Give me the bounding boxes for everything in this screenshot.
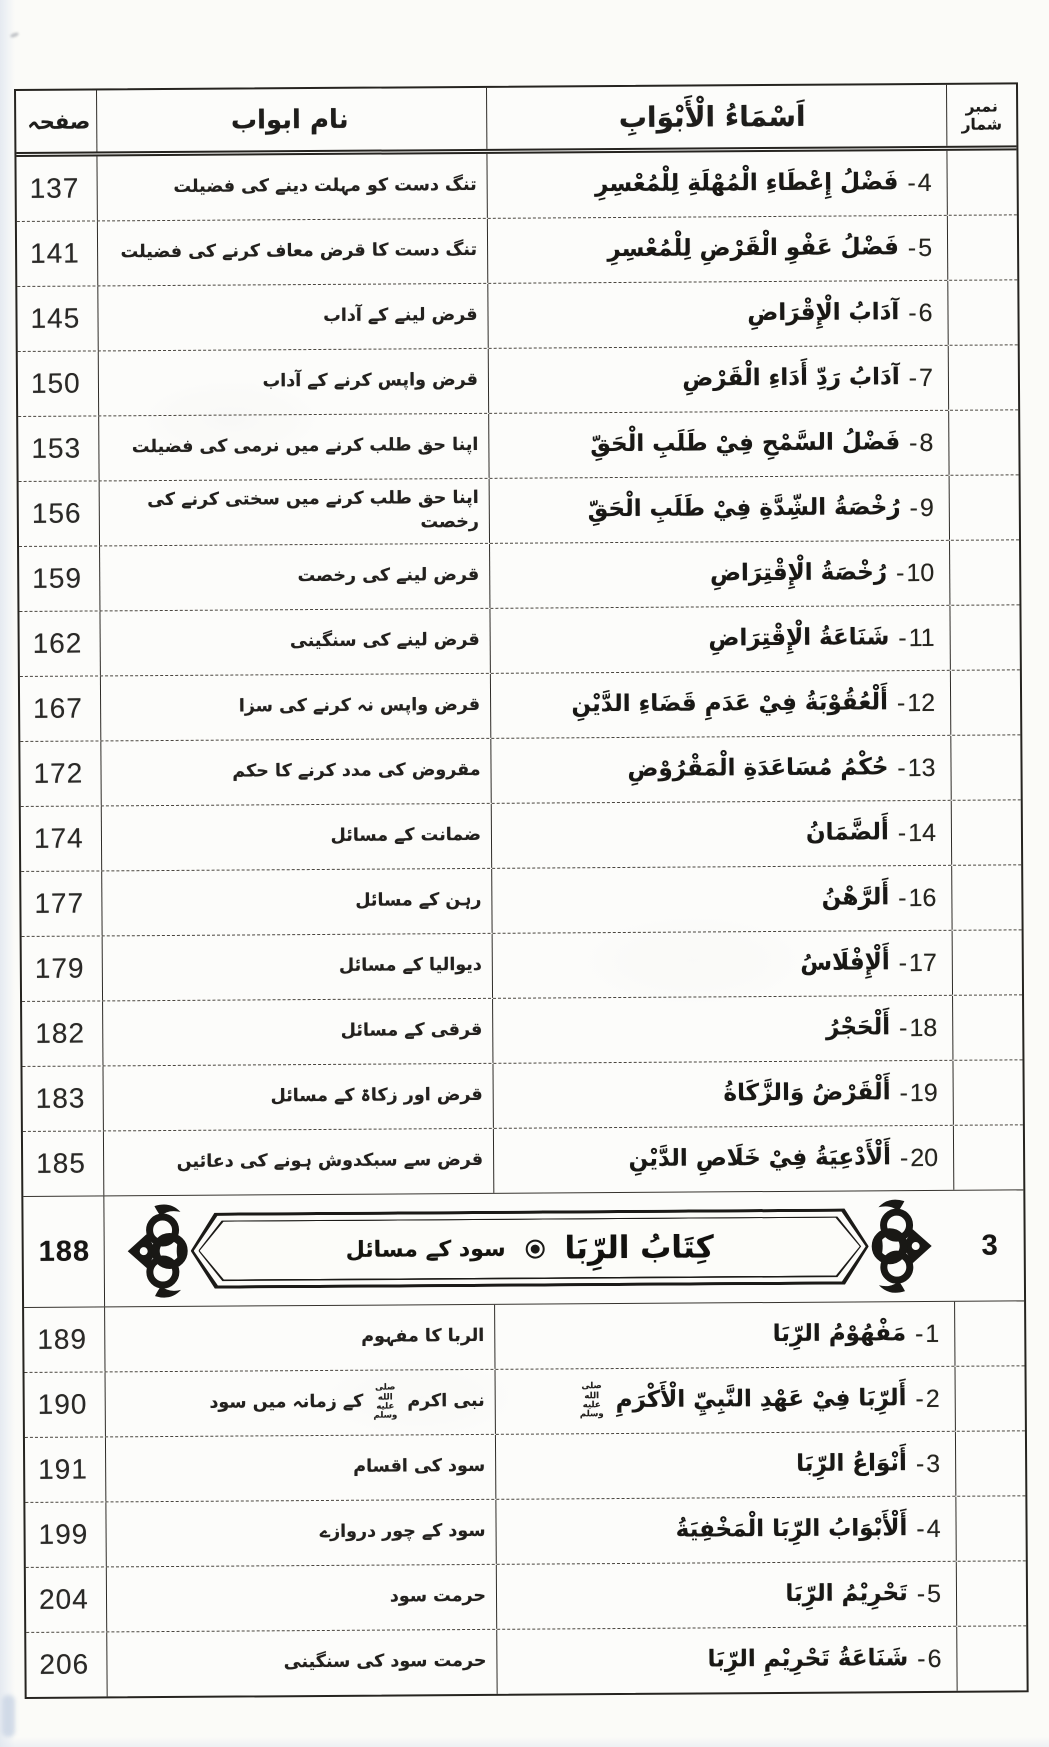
- page-column-header: [16, 90, 97, 152]
- chapter-number: - 18: [899, 1013, 937, 1042]
- serial-cell: [952, 800, 1021, 864]
- urdu-chapter-name-cell: [102, 869, 492, 936]
- chapter-number: - 16: [898, 883, 936, 912]
- arabic-chapter-name: أَلرِّبَا فِيْ عَهْدِ النَّبِيِّ الْأَكْرَمِ: [615, 1385, 907, 1414]
- page-number-cell: [20, 741, 101, 806]
- page-number-cell: [17, 221, 98, 286]
- arabic-chapter-name-cell: [492, 801, 952, 868]
- arabic-chapter-name-cell: [493, 1061, 953, 1128]
- arabic-chapter-name: شَنَاعَةُ الْإِقْتِرَاضِ: [708, 624, 890, 652]
- urdu-chapter-name-cell: [103, 999, 493, 1066]
- urdu-chapter-name: سود کے چور دروازے: [319, 1521, 486, 1543]
- page-number: 167: [33, 692, 83, 724]
- urdu-chapter-name: مقروض کی مدد کرنے کا حکم: [232, 760, 481, 782]
- serial-column-label: نمبر شمار: [961, 96, 1003, 134]
- urdu-chapter-name-cell: [106, 1435, 496, 1502]
- arabic-chapter-name-cell: [493, 931, 953, 998]
- banner-frame: [190, 1208, 868, 1288]
- page-number-cell: [26, 1632, 107, 1697]
- urdu-chapter-name: تنگ دست کا قرض معاف کرنے کی فضیلت: [120, 240, 478, 263]
- toc-row: [24, 1301, 1024, 1373]
- page-number: 190: [37, 1388, 88, 1420]
- toc-row: [26, 1561, 1026, 1633]
- serial-cell: [952, 865, 1021, 929]
- page-number: 199: [38, 1518, 89, 1550]
- chapter-number: - 8: [909, 428, 933, 457]
- serial-cell: [947, 150, 1016, 214]
- chapter-number: - 4: [916, 1514, 940, 1543]
- urdu-chapter-name: تنگ دست کو مہلت دینے کی فضیلت: [173, 175, 477, 198]
- page-number-cell: [25, 1502, 106, 1567]
- arabic-chapter-name: فَضْلُ عَفْوِ الْقَرْضِ لِلْمُعْسِرِ: [607, 234, 899, 263]
- arabic-chapter-name: رُخْصَةُ الْإِقْتِرَاضِ: [709, 559, 888, 587]
- urdu-chapter-name: الربا کا مفہوم: [361, 1326, 485, 1347]
- serial-column-header: [947, 84, 1016, 145]
- page-number-cell: [26, 1567, 107, 1632]
- urdu-chapter-name: قرض اور زکاۃ کے مسائل: [270, 1085, 483, 1107]
- page-number-cell: [21, 806, 102, 871]
- urdu-chapter-name: اپنا حق طلب کرنے میں نرمی کی فضیلت: [131, 435, 479, 458]
- toc-row: [20, 670, 1020, 742]
- arabic-chapter-name: أَلرَّهْنُ: [821, 884, 890, 912]
- urdu-chapter-name-cell: [107, 1630, 497, 1697]
- urdu-chapter-name-cell: [105, 1305, 495, 1372]
- salawat-symbol: صلى الله عليه وسلم: [579, 1381, 604, 1420]
- banner-arabic-title: كِتَابُ الرِّبَا: [564, 1229, 714, 1267]
- chapter-number: - 3: [916, 1449, 940, 1478]
- arabic-chapter-name-cell: [495, 1302, 955, 1369]
- arabic-chapter-name: فَضْلُ إِعْطَاءِ الْمُهْلَةِ لِلْمُعْسِرِ: [595, 169, 899, 198]
- urdu-chapter-name: قرض سے سبکدوش ہونے کی دعائیں: [176, 1150, 484, 1173]
- arabic-chapter-name-cell: [489, 411, 949, 478]
- page-number: 204: [38, 1583, 89, 1615]
- arabic-column-header: [487, 85, 947, 149]
- arabic-chapter-name: تَحْرِيْمُ الرِّبَا: [785, 1580, 908, 1608]
- arabic-chapter-name-cell: [492, 866, 952, 933]
- chapter-number: - 20: [900, 1143, 938, 1172]
- serial-cell: [953, 995, 1022, 1059]
- urdu-chapter-name-cell: [106, 1500, 496, 1567]
- arabic-chapter-name-cell: [491, 671, 951, 738]
- arabic-chapter-name-cell: [493, 996, 953, 1063]
- urdu-chapter-name: قرض لینے کے آداب: [323, 305, 478, 327]
- page-number-cell: [25, 1437, 106, 1502]
- toc-row: [17, 280, 1017, 352]
- page-number-cell: [25, 1372, 106, 1437]
- toc-row: [21, 800, 1021, 872]
- serial-cell: [953, 1060, 1022, 1124]
- page-number: 153: [31, 432, 82, 464]
- page-number-cell: [16, 156, 97, 221]
- arabic-chapter-name-cell: [488, 216, 948, 283]
- serial-cell: [948, 280, 1017, 344]
- toc-row: [18, 345, 1018, 417]
- serial-cell: [956, 1431, 1025, 1495]
- page-number: 206: [39, 1648, 90, 1680]
- arabic-chapter-name-cell: [491, 736, 951, 803]
- section2-rows: [16, 150, 1023, 1196]
- arabic-chapter-name: آدَابُ رَدِّ أَدَاءِ الْقَرْضِ: [682, 364, 900, 393]
- urdu-chapter-name-cell: [106, 1370, 496, 1437]
- toc-row: [25, 1496, 1025, 1568]
- arabic-chapter-name: أَلضَّمَانُ: [805, 819, 889, 847]
- serial-cell: [950, 540, 1019, 604]
- chapter-number: - 13: [897, 753, 935, 782]
- chapter-number: - 6: [917, 1644, 941, 1673]
- urdu-chapter-name: قرض واپس کرنے کے آداب: [262, 370, 479, 392]
- urdu-chapter-name-cell: [97, 154, 487, 221]
- toc-row: [17, 215, 1017, 287]
- urdu-chapter-name: دیوالیا کے مسائل: [338, 955, 482, 977]
- page-number-cell: [17, 286, 98, 351]
- page-number-cell: [22, 1066, 103, 1131]
- urdu-chapter-name: قرض واپس نہ کرنے کی سزا: [238, 695, 481, 717]
- toc-row: [25, 1366, 1025, 1438]
- toc-row: [22, 995, 1022, 1067]
- page-number-cell: [22, 1001, 103, 1066]
- arabic-chapter-name-cell: [487, 151, 947, 218]
- urdu-column-header: [97, 88, 487, 152]
- urdu-chapter-name-cell: [102, 804, 492, 871]
- serial-cell: [949, 345, 1018, 409]
- toc-row: [18, 410, 1018, 482]
- toc-row: [20, 735, 1020, 807]
- serial-cell: [948, 215, 1017, 279]
- chapter-number: - 17: [899, 948, 937, 977]
- urdu-chapter-name: حرمت سود کی سنگینی: [283, 1651, 487, 1673]
- arabic-column-label: اَسْمَاءُ الْأَبْوَابِ: [618, 99, 806, 134]
- arabic-chapter-name: حُكْمُ مُسَاعَدَةِ الْمَقْرُوْضِ: [627, 754, 889, 783]
- chapter-number: - 12: [897, 688, 935, 717]
- chapter-number: - 5: [908, 233, 932, 262]
- arabic-chapter-name-cell: [494, 1126, 954, 1193]
- toc-table: [14, 82, 1029, 1699]
- page-number: 145: [30, 302, 81, 334]
- urdu-chapter-name: نبی اکرم: [407, 1391, 485, 1412]
- toc-row: [19, 475, 1019, 547]
- page-number-cell: [23, 1196, 105, 1307]
- arabic-chapter-name: أَلْقَرْضُ وَالزَّكَاةُ: [723, 1079, 891, 1107]
- page-number-cell: [24, 1307, 105, 1372]
- arabic-chapter-name: مَفْهُوْمُ الرِّبَا: [772, 1320, 907, 1348]
- chapter-number: - 5: [917, 1579, 941, 1608]
- urdu-chapter-name-cell: [101, 674, 491, 741]
- serial-cell: [951, 670, 1020, 734]
- toc-row: [22, 930, 1022, 1002]
- urdu-chapter-name: قرقی کے مسائل: [340, 1020, 483, 1042]
- urdu-chapter-name-cell: [103, 934, 493, 1001]
- scan-smudge-bottom-left: [2, 1695, 15, 1737]
- urdu-chapter-name-cell: [98, 219, 488, 286]
- arabic-chapter-name: أَنْوَاعُ الرِّبَا: [796, 1450, 907, 1478]
- serial-cell: [949, 410, 1018, 474]
- toc-row: [16, 150, 1016, 222]
- page-number: 159: [32, 562, 83, 594]
- urdu-chapter-name: حرمت سود: [389, 1586, 487, 1607]
- serial-cell: [956, 1496, 1025, 1560]
- salawat-symbol: صلى الله عليه وسلم: [373, 1382, 398, 1421]
- urdu-chapter-name: اپنا حق طلب کرنے میں سختی کرنے کی رخصت: [147, 488, 479, 533]
- urdu-chapter-name-cell: [104, 1129, 494, 1196]
- serial-cell: [955, 1366, 1024, 1430]
- page-number-cell: [19, 546, 100, 611]
- toc-row: [21, 865, 1021, 937]
- page-number-cell: [19, 611, 100, 676]
- urdu-chapter-name: قرض لینے کی رخصت: [297, 565, 480, 587]
- chapter-number: - 1: [915, 1319, 939, 1348]
- page-number: 177: [34, 887, 85, 919]
- page-number: 183: [35, 1082, 86, 1114]
- toc-row: [22, 1060, 1022, 1132]
- serial-cell: [950, 475, 1019, 539]
- chapter-number: - 4: [907, 168, 931, 197]
- serial-cell: [950, 605, 1019, 669]
- arabic-chapter-name-cell: [497, 1627, 957, 1694]
- urdu-chapter-name: سود کی اقسام: [353, 1456, 486, 1477]
- urdu-chapter-name: رہن کے مسائل: [355, 890, 482, 911]
- section-banner-row: [23, 1189, 1024, 1308]
- urdu-chapter-name-cell: [107, 1565, 497, 1632]
- page-number: 188: [38, 1235, 91, 1268]
- urdu-chapter-name: قرض لینے کی سنگینی: [289, 630, 480, 652]
- toc-row: [26, 1626, 1026, 1697]
- arabic-chapter-name-cell: [490, 541, 950, 608]
- serial-cell: [953, 930, 1022, 994]
- ornament-knot-icon: [126, 1203, 189, 1299]
- page-number: 191: [38, 1453, 88, 1485]
- page-number: 189: [37, 1323, 88, 1355]
- page-column-label: صفحہ: [27, 108, 91, 134]
- page-number: 162: [32, 627, 83, 659]
- section-banner: [104, 1191, 955, 1307]
- urdu-chapter-name-cell: [100, 609, 490, 676]
- arabic-chapter-name: أَلْحَجْرُ: [826, 1014, 891, 1042]
- section-banner-cell: [104, 1191, 955, 1307]
- arabic-chapter-name-cell: [488, 281, 948, 348]
- toc-header-row: [16, 84, 1016, 157]
- urdu-chapter-name-continued: کے زمانہ میں سود: [209, 1391, 364, 1413]
- page-number-cell: [21, 871, 102, 936]
- arabic-chapter-name-cell: [490, 476, 950, 543]
- scan-edge-left: [0, 0, 16, 1747]
- arabic-chapter-name-cell: [490, 606, 950, 673]
- page-number-cell: [23, 1131, 104, 1196]
- urdu-chapter-name-cell: [100, 544, 490, 611]
- banner-urdu-title: سود کے مسائل: [345, 1236, 506, 1263]
- urdu-chapter-name-cell: [100, 479, 490, 546]
- urdu-chapter-name-cell: [101, 739, 491, 806]
- page-number: 185: [36, 1147, 86, 1179]
- chapter-number: - 9: [909, 493, 933, 522]
- serial-cell: [957, 1561, 1026, 1625]
- ornament-knot-icon: [870, 1198, 933, 1294]
- arabic-chapter-name: آدَابُ الْإِقْرَاضِ: [747, 299, 900, 327]
- page-number-cell: [18, 416, 99, 481]
- urdu-chapter-name: ضمانت کے مسائل: [330, 825, 482, 847]
- arabic-chapter-name: أَلْأَبْوَابُ الرِّبَا الْمَخْفِيَةُ: [675, 1515, 908, 1544]
- arabic-chapter-name: أَلْإِفْلَاسُ: [800, 949, 890, 977]
- toc-row: [25, 1431, 1025, 1503]
- urdu-chapter-name-cell: [99, 414, 489, 481]
- page-number-cell: [20, 676, 101, 741]
- urdu-column-label: نام ابواب: [230, 104, 349, 136]
- arabic-chapter-name: أَلْأَدْعِيَةُ فِيْ خَلَاصِ الدَّيْنِ: [628, 1144, 892, 1173]
- toc-row: [19, 540, 1019, 612]
- serial-cell: [954, 1125, 1023, 1189]
- arabic-chapter-name-cell: [496, 1432, 956, 1499]
- page-number: 141: [29, 237, 80, 269]
- section-serial-number: 3: [981, 1228, 999, 1262]
- chapter-number: - 10: [896, 558, 934, 587]
- serial-cell: [951, 735, 1020, 799]
- chapter-number: - 6: [908, 298, 932, 327]
- arabic-chapter-name-cell: [489, 346, 949, 413]
- page-number: 182: [35, 1017, 86, 1049]
- chapter-number: - 11: [898, 623, 934, 652]
- arabic-chapter-name: فَضْلُ السَّمْحِ فِيْ طَلَبِ الْحَقِّ: [590, 429, 901, 458]
- urdu-chapter-name-cell: [99, 349, 489, 416]
- page-number: 179: [34, 952, 85, 984]
- page-number-cell: [19, 481, 100, 546]
- chapter-number: - 7: [909, 363, 933, 392]
- section3-rows: [24, 1301, 1027, 1697]
- page-number: 174: [33, 822, 84, 854]
- chapter-number: - 19: [899, 1078, 937, 1107]
- chapter-number: - 14: [898, 818, 936, 847]
- arabic-chapter-name: رُخْصَةُ الشِّدَّةِ فِيْ طَلَبِ الْحَقِّ: [587, 494, 901, 523]
- toc-row: [19, 605, 1019, 677]
- arabic-chapter-name-cell: [496, 1367, 956, 1434]
- page-number-cell: [18, 351, 99, 416]
- page-number: 150: [30, 367, 81, 399]
- urdu-chapter-name-cell: [98, 284, 488, 351]
- serial-cell: [957, 1626, 1026, 1690]
- scan-edge-bottom: [0, 1737, 1049, 1747]
- toc-row: [23, 1125, 1023, 1196]
- chapter-number: - 2: [915, 1384, 939, 1413]
- arabic-chapter-name-cell: [496, 1497, 956, 1564]
- page-number: 156: [31, 497, 82, 529]
- arabic-chapter-name: أَلْعُقُوْبَةُ فِيْ عَدَمِ قَضَاءِ الدَّيْنِ: [571, 689, 889, 718]
- page-number-cell: [22, 936, 103, 1001]
- page-number: 172: [33, 757, 84, 789]
- target-dot-bullet-icon: [526, 1239, 545, 1258]
- page-number: 137: [29, 172, 80, 204]
- serial-cell: [955, 1301, 1024, 1365]
- serial-cell: [954, 1190, 1024, 1300]
- urdu-chapter-name-cell: [103, 1064, 493, 1131]
- banner-titles: [190, 1208, 868, 1288]
- arabic-chapter-name: شَنَاعَةُ تَحْرِيْمِ الرِّبَا: [707, 1645, 909, 1673]
- arabic-chapter-name-cell: [497, 1562, 957, 1629]
